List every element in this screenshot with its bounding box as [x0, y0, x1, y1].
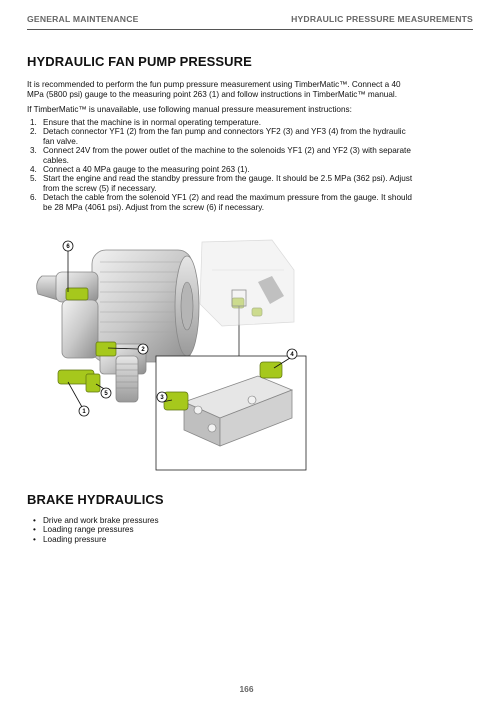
step-item	[27, 146, 467, 165]
adjust-screw-6-highlight	[66, 288, 88, 300]
step-number: 1.	[30, 118, 37, 127]
step-item	[27, 165, 467, 174]
section-title-brake-hydraulics: BRAKE HYDRAULICS	[27, 492, 164, 507]
svg-text:1: 1	[82, 409, 86, 416]
page-header	[27, 14, 473, 28]
adjust-screw-5-highlight	[86, 374, 100, 392]
svg-text:4: 4	[290, 352, 294, 359]
callout-5	[101, 388, 111, 398]
step-item	[27, 193, 467, 212]
section-title-fan-pump: HYDRAULIC FAN PUMP PRESSURE	[27, 54, 252, 69]
page-number: 166	[239, 684, 254, 694]
list-item: • Loading range pressures	[27, 525, 159, 534]
step-text: Connect a 40 MPa gauge to the measuring point 263 (1).	[43, 165, 250, 175]
step-text: fan valve.	[43, 136, 79, 146]
valve-inset	[156, 356, 306, 470]
brake-hydraulics-list	[27, 516, 159, 544]
solenoid-yf3-highlight	[260, 362, 282, 378]
header-section-title: GENERAL MAINTENANCE	[27, 14, 139, 24]
fan-pump-illustration	[22, 230, 312, 475]
svg-text:3: 3	[160, 395, 164, 402]
intro-line-2: MPa (5800 psi) gauge to the measuring point 263 (1) and follow instructions in TimberMatic™ manual.	[27, 90, 397, 99]
callout-6	[63, 241, 73, 251]
step-text: cables.	[43, 155, 69, 165]
step-text: Connect 24V from the power outlet of the machine to the solenoids YF1 (2) and YF2 (3) with separate	[43, 146, 411, 156]
callout-1	[79, 406, 89, 416]
step-item	[27, 174, 467, 193]
step-number: 3.	[30, 146, 37, 156]
machine-overview	[200, 240, 294, 326]
step-item	[27, 127, 467, 146]
step-text: Detach connector YF1 (2) from the fan pump and connectors YF2 (3) and YF3 (4) from the hydraulic	[43, 127, 406, 137]
step-number: 2.	[30, 127, 37, 137]
instruction-steps	[27, 118, 467, 212]
callout-3	[157, 392, 167, 402]
step-text: from the screw (5) if necessary.	[43, 183, 157, 193]
step-text: be 28 MPa (4061 psi). Adjust from the screw (6) if necessary.	[43, 202, 265, 212]
manual-note: If TimberMatic™ is unavailable, use following manual pressure measurement instructions:	[27, 105, 352, 114]
step-number: 4.	[30, 165, 37, 175]
step-item	[27, 118, 467, 127]
header-topic-title: HYDRAULIC PRESSURE MEASUREMENTS	[291, 14, 473, 24]
header-divider	[27, 29, 473, 30]
step-text: Detach the cable from the solenoid YF1 (2) and read the maximum pressure from the gauge. It should	[43, 193, 412, 203]
callout-2	[138, 344, 148, 354]
step-number: 6.	[30, 193, 37, 203]
step-number: 5.	[30, 174, 37, 184]
callout-4	[287, 349, 297, 359]
intro-paragraph	[27, 80, 467, 100]
solenoid-yf1-highlight	[96, 342, 116, 356]
svg-text:5: 5	[104, 391, 108, 398]
step-text: Start the engine and read the standby pressure from the gauge. It should be 2.5 MPa (362 psi). Adjust	[43, 174, 413, 184]
svg-text:2: 2	[141, 347, 145, 354]
list-item: • Loading pressure	[27, 535, 159, 544]
step-text: Ensure that the machine is in normal operating temperature.	[43, 118, 261, 127]
intro-line-1: It is recommended to perform the fun pump pressure measurement using TimberMatic™. Connect a 40	[27, 80, 401, 89]
svg-text:6: 6	[66, 244, 70, 251]
list-item: • Drive and work brake pressures	[27, 516, 159, 525]
